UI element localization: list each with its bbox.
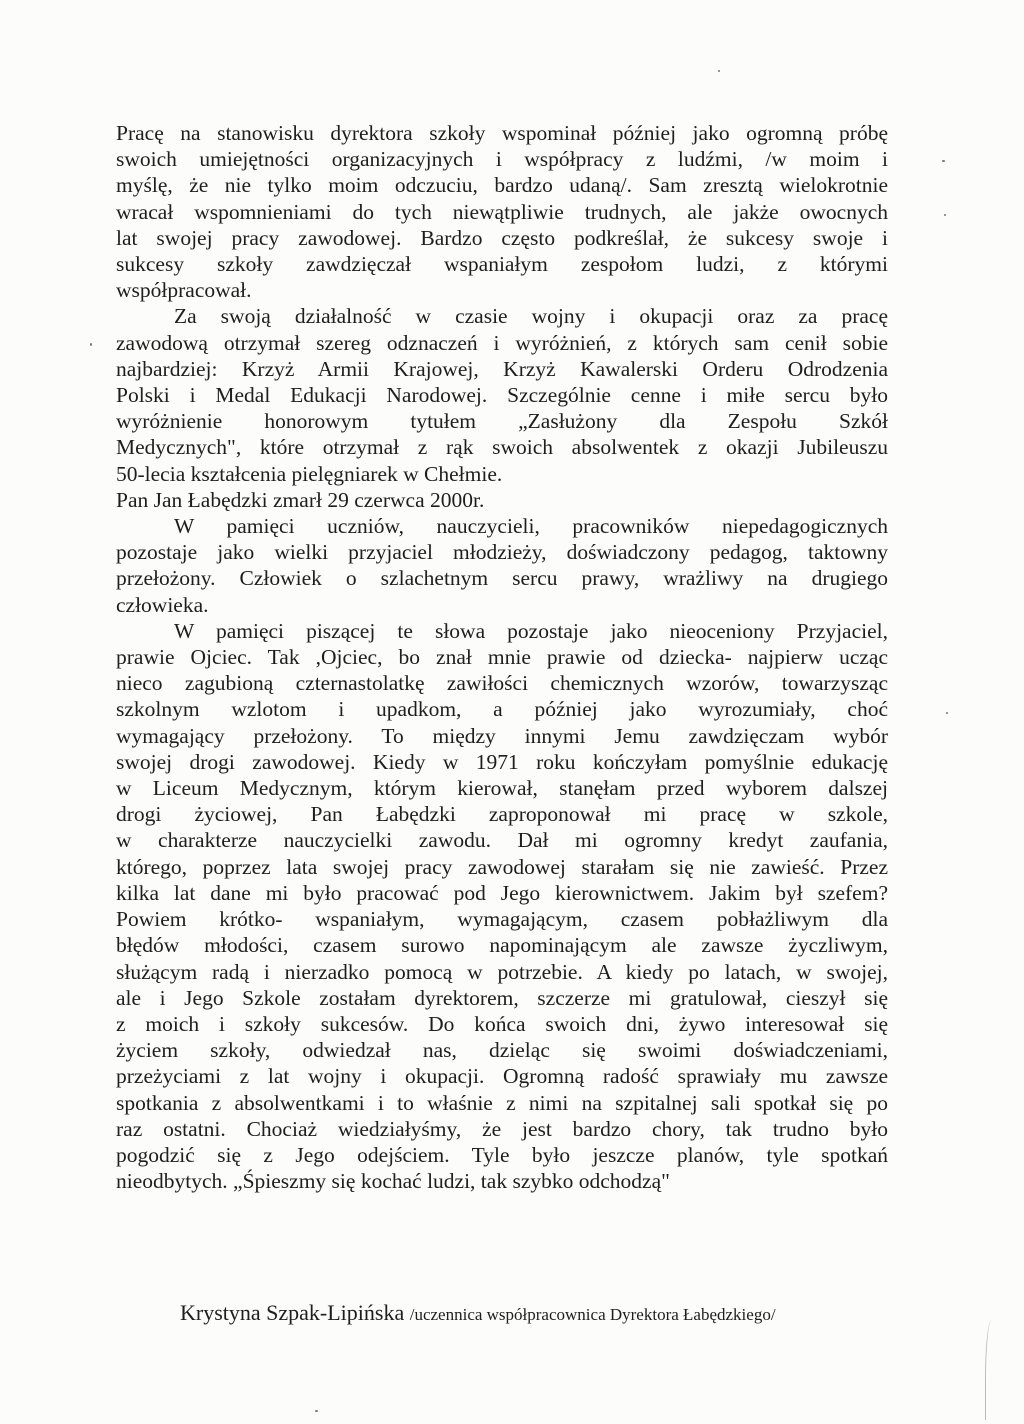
text-line: spotkania z absolwentkami i to właśnie z nimi na szpitalnej sali spotkał się po	[116, 1090, 888, 1115]
text-line: swoich umiejętności organizacyjnych i współpracy z ludźmi, /w moim i	[116, 147, 888, 172]
scan-speck	[946, 712, 948, 714]
closing-quote-line: nieodbytych. „Śpieszmy się kochać ludzi, tak szybko odchodzą"	[116, 1169, 670, 1194]
text-line: wyróżnienie honorowym tytułem „Zasłużony dla Zespołu Szkół	[116, 409, 888, 434]
text-line: z moich i szkoły sukcesów. Do końca swoich dni, żywo interesował się	[116, 1011, 888, 1036]
signature-name: Krystyna Szpak-Lipińska	[180, 1300, 405, 1325]
text-line: w charakterze nauczycielki zawodu. Dał mi ogromny kredyt zaufania,	[116, 828, 888, 853]
text-line: myślę, że nie tylko moim odczuciu, bardzo udaną/. Sam zresztą wielokrotnie	[116, 173, 888, 198]
text-line: lat swojej pracy zawodowej. Bardzo często podkreślał, że sukcesy swoje i	[116, 225, 888, 250]
paragraph-start-line: W pamięci uczniów, nauczycieli, pracowników niepedagogicznych	[174, 514, 888, 539]
text-line: drogi życiowej, Pan Łabędzki zaproponował mi pracę w szkole,	[116, 802, 888, 827]
text-line: 50-lecia kształcenia pielęgniarek w Chełmie.	[116, 461, 503, 486]
text-line: Polski i Medal Edukacji Narodowej. Szczególnie cenne i miłe sercu było	[116, 383, 888, 408]
text-line: najbardziej: Krzyż Armii Krajowej, Krzyż Kawalerski Orderu Odrodzenia	[116, 356, 888, 381]
text-line: którego, poprzez lata swojej pracy zawodowej starałam się nie zawieść. Przez	[116, 854, 888, 879]
text-line: błędów młodości, czasem surowo napominającym ale zawsze życzliwym,	[116, 933, 888, 958]
text-line: Medycznych", które otrzymał z rąk swoich absolwentek z okazji Jubileuszu	[116, 435, 888, 460]
text-line: swojej drogi zawodowej. Kiedy w 1971 roku kończyłam pomyślnie edukację	[116, 749, 888, 774]
signature-note: /uczennica współpracownica Dyrektora Łabędzkiego/	[409, 1305, 776, 1324]
text-line: przeżyciami z lat wojny i okupacji. Ogromną radość sprawiały mu zawsze	[116, 1064, 888, 1089]
text-line: wracał wspomnieniami do tych niewątpliwie trudnych, ale jakże owocnych	[116, 199, 888, 224]
letter-body	[116, 120, 888, 1194]
text-line: pozostaje jako wielki przyjaciel młodzieży, doświadczony pedagog, taktowny	[116, 540, 888, 565]
text-line: zawodową otrzymał szereg odznaczeń i wyróżnień, z których sam cenił sobie	[116, 330, 888, 355]
text-line: nieco zagubioną czternastolatkę zawiłości chemicznych wzorów, towarzysząc	[116, 671, 888, 696]
text-line: pogodzić się z Jego odejściem. Tyle było jeszcze planów, tyle spotkań	[116, 1142, 888, 1167]
text-line: szkolnym wzlotom i upadkom, a później jako wyrozumiały, choć	[116, 697, 888, 722]
scan-speck	[718, 70, 720, 72]
scan-speck	[944, 214, 946, 216]
text-line: ale i Jego Szkole zostałam dyrektorem, szczerze mi gratulował, cieszył się	[116, 985, 888, 1010]
text-line: służącym radą i nierzadko pomocą w potrzebie. A kiedy po latach, w swojej,	[116, 959, 888, 984]
text-line: Pracę na stanowisku dyrektora szkoły wspominał później jako ogromną próbę	[116, 121, 888, 145]
text-line: Powiem krótko- wspaniałym, wymagającym, czasem pobłażliwym dla	[116, 907, 888, 932]
text-line: kilka lat dane mi było pracować pod Jego kierownictwem. Jakim był szefem?	[116, 880, 888, 905]
paragraph-start-line: Za swoją działalność w czasie wojny i okupacji oraz za pracę	[174, 304, 888, 329]
signature	[180, 1300, 900, 1326]
text-line: raz ostatni. Chociaż wiedziałyśmy, że jest bardzo chory, tak trudno było	[116, 1116, 888, 1141]
text-line: przełożony. Człowiek o szlachetnym sercu prawy, wrażliwy na drugiego	[116, 566, 888, 591]
scan-speck	[942, 160, 945, 162]
text-line: życiem szkoły, odwiedzał nas, dzieląc się swoimi doświadczeniami,	[116, 1038, 888, 1063]
death-date-line: Pan Jan Łabędzki zmarł 29 czerwca 2000r.	[116, 487, 485, 512]
text-line: współpracował.	[116, 278, 252, 303]
scan-edge-mark	[985, 1320, 996, 1420]
text-line: w Liceum Medycznym, którym kierował, stanęłam przed wyborem dalszej	[116, 776, 888, 801]
text-line: sukcesy szkoły zawdzięczał wspaniałym zespołom ludzi, z którymi	[116, 252, 888, 277]
paragraph-start-line: W pamięci piszącej te słowa pozostaje jako nieoceniony Przyjaciel,	[174, 618, 888, 643]
text-line: wymagający przełożony. To między innymi Jemu zawdzięczam wybór	[116, 723, 888, 748]
scan-speck	[90, 343, 92, 346]
text-line: człowieka.	[116, 592, 209, 617]
text-line: prawie Ojciec. Tak ,Ojciec, bo znał mnie prawie od dziecka- najpierw ucząc	[116, 645, 888, 670]
scan-speck	[315, 1410, 318, 1412]
